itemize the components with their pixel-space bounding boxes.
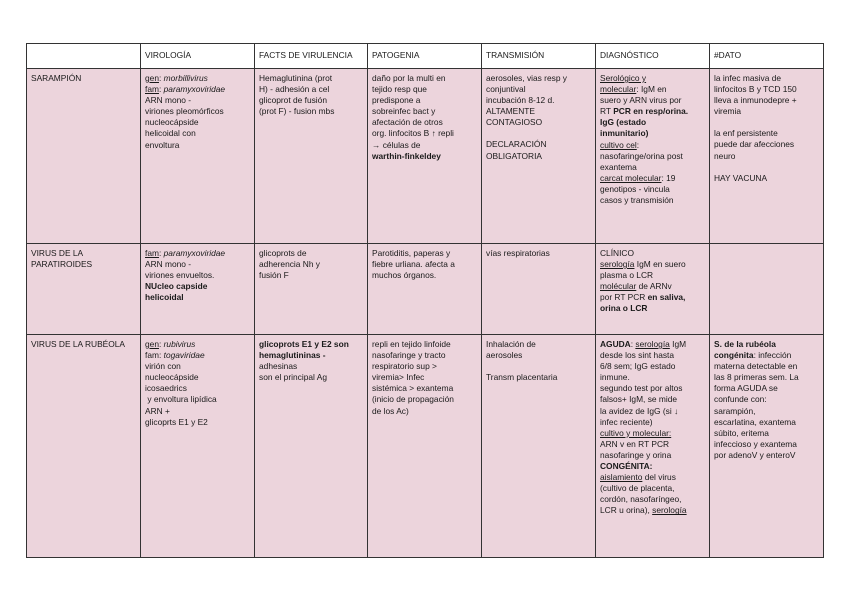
text-line: nasofaringe y tracto [372,350,446,361]
text-line: : [636,139,640,150]
text-underline: cultivo y molecular: [600,427,672,438]
table-row-paratiroides [27,244,824,335]
cell-rubeola-transmision [482,335,596,558]
text-line: linfocitos B y TCD 150 [714,84,797,95]
text-line: nasofaringe/orina post [600,150,683,161]
text-line: afectación de otros [372,117,443,128]
row-title-paratiroides [27,244,141,335]
text-line: helicoidal con [145,128,196,139]
text-underline: carcat molecular [600,172,662,183]
text-line: repli en tejido linfoide [372,339,451,349]
text-line: predispone a [372,95,421,106]
text-line: (prot F) - fusion mbs [259,106,335,117]
text-line: envoltura [145,139,180,150]
header-virulencia: FACTS DE VIRULENCIA [255,44,368,69]
text-bold: congénita [714,350,754,361]
text-line: ARN mono - [145,95,192,106]
text-line: infeccioso y exantema [714,438,797,449]
gen-value: morbillivirus [163,73,208,83]
text-line: : [630,339,636,349]
text-line: Inhalación de [486,339,536,349]
text-line: aerosoles [486,350,523,361]
row-title-rubeola: VIRUS DE LA RUBÉOLA [27,335,141,558]
text-line: confunde con: [714,394,767,405]
text-line: de los Ac) [372,405,409,416]
fam-label: fam [145,84,159,95]
text-line: : IgM en [636,84,667,95]
text-bold: NUcleo capside [145,281,208,292]
text-line: escarlatina, exantema [714,416,796,427]
text-line: por RT PCR [600,292,648,303]
text-line: suero y ARN virus por [600,95,682,106]
text-line: CONTAGIOSO [486,117,543,128]
header-dato: #DATO [710,44,824,69]
text-line: : infección [753,350,792,361]
header-row [27,44,824,69]
text-bold: PCR en resp/orina. [613,106,689,117]
text-line: RT [600,106,614,117]
gen-value: rubivirus [163,339,196,349]
text-line: 6/8 sem; IgG estado [600,361,676,372]
text-line: ALTAMENTE [486,106,536,117]
text-line: Hemaglutinina (prot [259,73,333,83]
text-underline: Serológico y [600,73,647,83]
text-line: VIRUS DE LA [31,248,84,258]
text-bold: orina o LCR [600,303,648,314]
text-line: súbito, eritema [714,427,769,438]
text-line: exantema [600,161,637,172]
text-line: adherencia Nh y [259,259,320,270]
cell-paratiroides-virologia: fam: paramyxoviridae ARN mono - viriones envueltos. NUcleo capside helicoidal [141,244,255,335]
cell-paratiroides-virulencia [255,244,368,335]
cell-rubeola-virulencia [255,335,368,558]
fam-label: fam [145,350,159,361]
text-line: (cultivo de placenta, [600,483,675,494]
text-line: OBLIGATORIA [486,150,543,161]
text-line: las 8 primeras sem. La [714,372,799,383]
text-line: sobreinfec bact y [372,106,436,117]
text-line: respiratorio sup > [372,361,437,372]
text-line: CLÍNICO [600,248,634,258]
text-line: Parotiditis, paperas y [372,248,451,258]
text-line: adhesinas [259,361,298,372]
text-line: viremia [714,106,741,117]
text-line: de ARNv [636,281,672,292]
header-transmision: TRANSMISIÓN [482,44,596,69]
header-empty [27,44,141,69]
text-line: → células de [372,139,421,150]
fam-value: togaviridae [163,350,205,361]
fam-value: paramyxoviridae [163,248,226,258]
text-line: viremia> Infec [372,372,425,383]
text-underline: molécular [600,281,637,292]
cell-rubeola-patogenia [368,335,482,558]
text-bold: warthin-finkeldey [372,150,441,161]
fam-value: paramyxoviridae [163,84,226,95]
text-line: sistémica > exantema [372,383,454,394]
text-line: icosaedrics [145,383,187,394]
text-line: neuro [714,150,736,161]
text-line: cordón, nasofaríngeo, [600,494,682,505]
text-line: infec reciente) [600,416,653,427]
text-line: muchos órganos. [372,270,437,281]
text-line: daño por la multi en [372,73,446,83]
text-line: la infec masiva de [714,73,782,83]
text-bold: S. de la rubéola [714,339,776,349]
text-line: tejido resp que [372,84,427,95]
text-underline: aislamiento [600,472,643,483]
text-line: vías respiratorias [486,248,550,258]
text-line: org. linfocitos B ↑ repli [372,128,454,139]
text-line: segundo test por altos [600,383,683,394]
cell-sarampion-patogenia [368,69,482,244]
text-line: forma AGUDA se [714,383,778,394]
cell-sarampion-transmision [482,69,596,244]
header-virologia: VIROLOGÍA [141,44,255,69]
table-row-rubeola [27,335,824,558]
cell-sarampion-diagnostico [596,69,710,244]
text-line: por adenoV y enteroV [714,449,796,460]
text-line: IgM en suero [634,259,686,270]
cell-rubeola-diagnostico [596,335,710,558]
text-line: genotipos - vincula [600,183,670,194]
text-bold: glicoprots E1 y E2 son [259,339,349,349]
text-line: LCR u orina), [600,505,653,516]
cell-paratiroides-dato [710,244,824,335]
text-line: nucleocápside [145,372,199,383]
cell-rubeola-dato [710,335,824,558]
text-line: nucleocápside [145,117,199,128]
text-bold: CONGÉNITA: [600,461,653,472]
text-line: la enf persistente [714,128,778,139]
text-underline: cultivo cel [600,139,637,150]
text-line: virión con [145,361,181,372]
text-line: HAY VACUNA [714,172,768,183]
text-line: fiebre urliana. afecta a [372,259,455,270]
text-line: Transm placentaria [486,372,558,383]
text-line: glicoprts E1 y E2 [145,416,208,427]
text-line: plasma o LCR [600,270,654,281]
header-diagnostico: DIAGNÓSTICO [596,44,710,69]
text-line: materna detectable en [714,361,798,372]
text-underline: serología [600,259,635,270]
text-line: la avidez de IgG (si ↓ [600,405,679,416]
cell-paratiroides-diagnostico [596,244,710,335]
text-line: desde los sint hasta [600,350,675,361]
cell-paratiroides-patogenia [368,244,482,335]
fam-label: fam [145,248,159,258]
text-line: H) - adhesión a cel [259,84,330,95]
cell-sarampion-virulencia [255,69,368,244]
text-line: IgM [669,339,687,349]
text-line: lleva a inmunodepre + [714,95,797,106]
text-line: fusión F [259,270,289,281]
text-line: son el principal Ag [259,372,327,383]
gen-label: gen [145,339,159,349]
text-line: PARATIROIDES [31,259,93,270]
text-line: casos y transmisión [600,195,674,206]
gen-label: gen [145,73,159,83]
text-line: viriones pleomórficos [145,106,224,117]
text-line: ARN v en RT PCR [600,438,670,449]
text-line: conjuntival [486,84,526,95]
text-bold: en saliva, [647,292,686,303]
text-line: sarampión, [714,405,756,416]
text-line: inmune. [600,372,630,383]
text-bold: helicoidal [145,292,184,303]
text-line: del virus [642,472,676,483]
text-line: nasofaringe y orina [600,449,672,460]
text-underline: molecular [600,84,637,95]
text-bold: inmunitario) [600,128,649,139]
text-line: y envoltura lipídica [145,394,217,405]
text-bold: AGUDA [600,339,631,349]
text-line: (inicio de propagación [372,394,454,405]
cell-sarampion-dato [710,69,824,244]
cell-paratiroides-transmision [482,244,596,335]
text-line: glicoprot de fusión [259,95,327,106]
text-line: viriones envueltos. [145,270,215,281]
text-line: glicoprots de [259,248,307,258]
text-bold: IgG (estado [600,117,647,128]
header-patogenia: PATOGENIA [368,44,482,69]
text-line: DECLARACIÓN [486,139,547,150]
table-row-sarampion [27,69,824,244]
text-line: falsos+ IgM, se mide [600,394,678,405]
text-line: puede dar afecciones [714,139,795,150]
text-bold: hemaglutininas - [259,350,326,361]
text-underline: serología [635,339,670,349]
text-line: aerosoles, vias resp y [486,73,567,83]
row-title-sarampion: SARAMPIÓN [27,69,141,244]
notes-table [26,43,824,558]
cell-rubeola-virologia: gen: rubivirus fam: togaviridae virión con nucleocápside icosaedrics y envoltura lipídica ARN + glicoprts E1 y E2 [141,335,255,558]
text-line: ARN mono - [145,259,192,270]
cell-sarampion-virologia: gen: morbillivirus fam: paramyxoviridae ARN mono - viriones pleomórficos nucleocápside helicoidal con envoltura [141,69,255,244]
text-line: incubación 8-12 d. [486,95,555,106]
text-line: ARN + [145,405,170,416]
text-line: : 19 [661,172,676,183]
text-underline: serología [652,505,687,516]
